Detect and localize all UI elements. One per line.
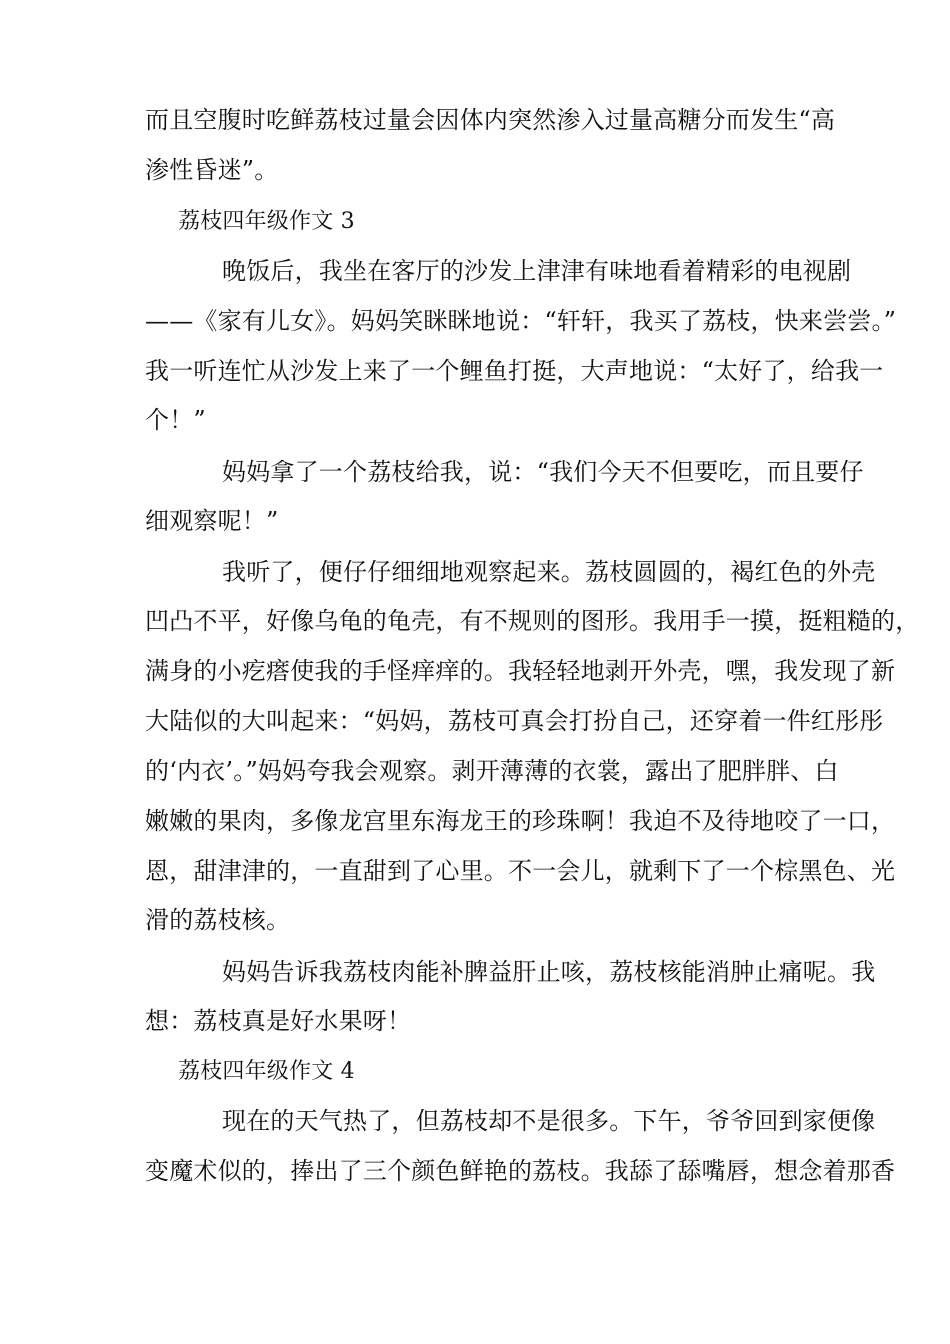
text-line: 嫩嫩的果肉，多像龙宫里东海龙王的珍珠啊！我迫不及待地咬了一口， [145,807,896,835]
text-line: 我一听连忙从沙发上来了一个鲤鱼打挺，大声地说：“太好了，给我一 [145,357,884,385]
text-line: 的‘内衣’。”妈妈夸我会观察。剥开薄薄的衣裳，露出了肥胖胖、白 [145,757,839,785]
text-line: 渗性昏迷”。 [145,156,279,184]
text-line: 凹凸不平，好像乌龟的龟壳，有不规则的图形。我用手一摸，挺粗糙的， [145,607,920,635]
text-line: 滑的荔枝核。 [145,906,291,934]
text-line: 而且空腹时吃鲜荔枝过量会因体内突然渗入过量高糖分而发生“高 [145,106,836,134]
text-line: 想：荔枝真是好水果呀！ [145,1007,412,1035]
paragraph-first-line: 晚饭后，我坐在客厅的沙发上津津有味地看着精彩的电视剧 [222,257,852,285]
paragraph-first-line: 我听了，便仔仔细细地观察起来。荔枝圆圆的，褐红色的外壳 [222,558,876,586]
essay-heading: 荔枝四年级作文 3 [178,209,355,234]
paragraph-first-line: 妈妈拿了一个荔枝给我，说：“我们今天不但要吃，而且要仔 [222,458,864,486]
text-line: 变魔术似的，捧出了三个颜色鲜艳的荔枝。我舔了舔嘴唇，想念着那香 [145,1157,896,1185]
essay-heading: 荔枝四年级作文 4 [178,1059,355,1084]
text-line: 大陆似的大叫起来：“妈妈，荔枝可真会打扮自己，还穿着一件红彤彤 [145,707,884,735]
text-line: ——《家有儿女》。妈妈笑眯眯地说：“轩轩，我买了荔枝，快来尝尝。” [145,307,897,335]
paragraph-first-line: 现在的天气热了，但荔枝却不是很多。下午，爷爷回到家便像 [222,1107,876,1135]
paragraph-first-line: 妈妈告诉我荔枝肉能补脾益肝止咳，荔枝核能消肿止痛呢。我 [222,958,876,986]
text-line: 恩，甜津津的，一直甜到了心里。不一会儿，就剩下了一个棕黑色、光 [145,857,896,885]
text-line: 个！” [145,406,206,434]
text-line: 满身的小疙瘩使我的手怪痒痒的。我轻轻地剥开外壳，嘿，我发现了新 [145,657,896,685]
text-line: 细观察呢！” [145,507,279,535]
